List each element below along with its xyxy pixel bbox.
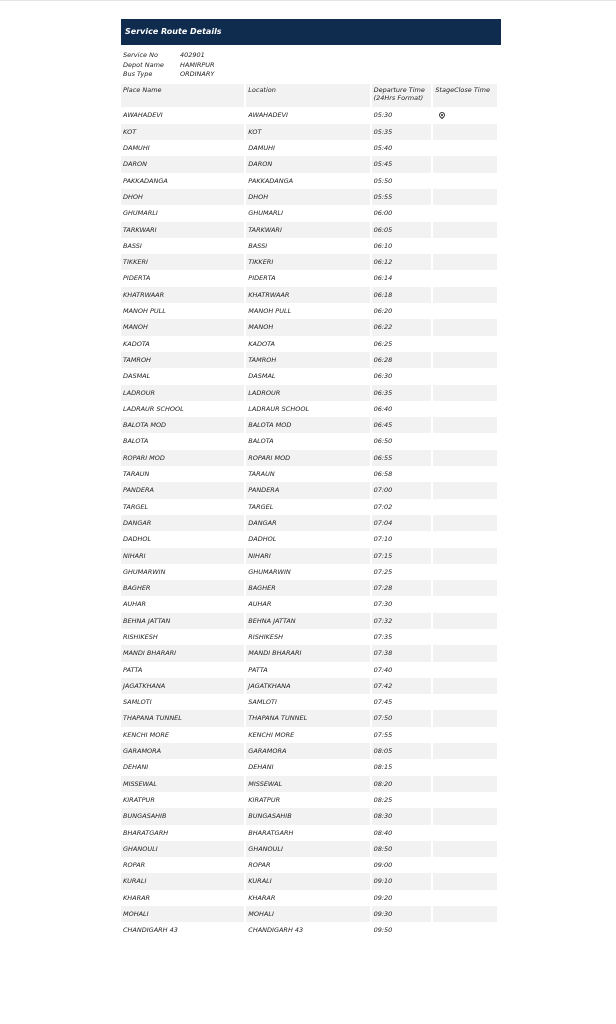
departure-time-cell: 05:30	[372, 107, 432, 124]
departure-time-cell: 08:15	[372, 759, 432, 775]
place-name-cell: PAKKADANGA	[121, 173, 244, 189]
departure-time-cell: 05:35	[372, 124, 432, 140]
place-name-cell: MOHALI	[121, 906, 244, 922]
place-name-cell: GARAMORA	[121, 743, 244, 759]
departure-time-cell: 06:45	[372, 417, 432, 433]
departure-time-cell: 06:28	[372, 352, 432, 368]
stage-close-time-cell	[433, 662, 497, 678]
departure-time-cell: 07:02	[372, 499, 432, 515]
table-row	[121, 515, 497, 531]
departure-time-cell: 06:12	[372, 254, 432, 270]
location-cell: TARAUN	[246, 466, 369, 482]
table-row	[121, 417, 497, 433]
table-row	[121, 808, 497, 824]
place-name-cell: BHARATGARH	[121, 825, 244, 841]
location-cell: DADHOL	[246, 531, 369, 547]
location-cell: LADROUR	[246, 385, 369, 401]
meta-label: Bus Type	[123, 70, 153, 78]
stage-close-time-cell	[433, 678, 497, 694]
place-name-cell: DANGAR	[121, 515, 244, 531]
place-name-cell: KADOTA	[121, 336, 244, 352]
place-name-cell: TARKWARI	[121, 222, 244, 238]
departure-time-cell: 07:00	[372, 482, 432, 498]
location-cell: NIHARI	[246, 548, 369, 564]
route-table-body	[121, 107, 497, 939]
table-row	[121, 319, 497, 335]
location-cell: PATTA	[246, 662, 369, 678]
location-cell: BHARATGARH	[246, 825, 369, 841]
header-place-name: Place Name	[121, 84, 244, 107]
place-name-cell: ROPAR	[121, 857, 244, 873]
table-row	[121, 759, 497, 775]
meta-row-bus-type	[121, 70, 501, 80]
map-pin-icon[interactable]	[438, 110, 446, 118]
table-row	[121, 743, 497, 759]
stage-close-time-cell	[433, 922, 497, 938]
table-row	[121, 548, 497, 564]
location-cell: DHOH	[246, 189, 369, 205]
place-name-cell: RISHIKESH	[121, 629, 244, 645]
meta-label: Depot Name	[123, 60, 164, 69]
header-departure-time: Departure Time (24Hrs Format)	[372, 84, 432, 107]
service-route-panel	[121, 19, 501, 939]
place-name-cell: DHOH	[121, 189, 244, 205]
table-row	[121, 694, 497, 710]
stage-close-time-cell	[433, 107, 497, 124]
location-cell: KOT	[246, 124, 369, 140]
departure-time-cell: 06:10	[372, 238, 432, 254]
table-row	[121, 124, 497, 140]
location-cell: AUHAR	[246, 596, 369, 612]
departure-time-cell: 05:40	[372, 140, 432, 156]
service-meta	[121, 51, 501, 80]
table-row	[121, 922, 497, 938]
stage-close-time-cell	[433, 743, 497, 759]
departure-time-cell: 07:04	[372, 515, 432, 531]
place-name-cell: DAMUHI	[121, 140, 244, 156]
location-cell: AWAHADEVI	[246, 107, 369, 124]
table-row	[121, 352, 497, 368]
location-cell: MANDI BHARARI	[246, 645, 369, 661]
stage-close-time-cell	[433, 287, 497, 303]
stage-close-time-cell	[433, 596, 497, 612]
stage-close-time-cell	[433, 482, 497, 498]
departure-time-cell: 06:50	[372, 433, 432, 449]
location-cell: GHANOULI	[246, 841, 369, 857]
departure-time-cell: 08:20	[372, 776, 432, 792]
departure-time-cell: 07:25	[372, 564, 432, 580]
table-row	[121, 238, 497, 254]
table-row	[121, 678, 497, 694]
place-name-cell: DEHANI	[121, 759, 244, 775]
table-row	[121, 433, 497, 449]
location-cell: DEHANI	[246, 759, 369, 775]
departure-time-cell: 06:22	[372, 319, 432, 335]
location-cell: GHUMARLI	[246, 205, 369, 221]
location-cell: BALOTA MOD	[246, 417, 369, 433]
location-cell: DARON	[246, 156, 369, 172]
table-row	[121, 205, 497, 221]
place-name-cell: TAMROH	[121, 352, 244, 368]
stage-close-time-cell	[433, 776, 497, 792]
table-row	[121, 580, 497, 596]
table-row	[121, 287, 497, 303]
location-cell: DANGAR	[246, 515, 369, 531]
table-row	[121, 841, 497, 857]
route-table	[119, 84, 499, 939]
stage-close-time-cell	[433, 466, 497, 482]
departure-time-cell: 06:35	[372, 385, 432, 401]
location-cell: BUNGASAHIB	[246, 808, 369, 824]
place-name-cell: KOT	[121, 124, 244, 140]
table-row	[121, 482, 497, 498]
table-row	[121, 629, 497, 645]
table-row	[121, 890, 497, 906]
stage-close-time-cell	[433, 124, 497, 140]
place-name-cell: BALOTA	[121, 433, 244, 449]
location-cell: MOHALI	[246, 906, 369, 922]
location-cell: SAMLOTI	[246, 694, 369, 710]
place-name-cell: DARON	[121, 156, 244, 172]
table-row	[121, 531, 497, 547]
departure-time-cell: 05:45	[372, 156, 432, 172]
stage-close-time-cell	[433, 580, 497, 596]
departure-time-cell: 09:30	[372, 906, 432, 922]
location-cell: KENCHI MORE	[246, 727, 369, 743]
place-name-cell: PATTA	[121, 662, 244, 678]
stage-close-time-cell	[433, 368, 497, 384]
stage-close-time-cell	[433, 222, 497, 238]
stage-close-time-cell	[433, 140, 497, 156]
place-name-cell: MANOH	[121, 319, 244, 335]
departure-time-cell: 06:55	[372, 450, 432, 466]
table-row	[121, 401, 497, 417]
location-cell: BAGHER	[246, 580, 369, 596]
location-cell: KIRATPUR	[246, 792, 369, 808]
departure-time-cell: 08:50	[372, 841, 432, 857]
departure-time-cell: 05:55	[372, 189, 432, 205]
location-cell: BEHNA JATTAN	[246, 613, 369, 629]
stage-close-time-cell	[433, 792, 497, 808]
place-name-cell: SAMLOTI	[121, 694, 244, 710]
place-name-cell: THAPANA TUNNEL	[121, 710, 244, 726]
departure-time-cell: 07:10	[372, 531, 432, 547]
table-row	[121, 499, 497, 515]
stage-close-time-cell	[433, 613, 497, 629]
place-name-cell: LADROUR	[121, 385, 244, 401]
place-name-cell: KIRATPUR	[121, 792, 244, 808]
stage-close-time-cell	[433, 254, 497, 270]
table-row	[121, 825, 497, 841]
stage-close-time-cell	[433, 825, 497, 841]
table-row	[121, 710, 497, 726]
table-row	[121, 368, 497, 384]
stage-close-time-cell	[433, 417, 497, 433]
location-cell: TIKKERI	[246, 254, 369, 270]
stage-close-time-cell	[433, 710, 497, 726]
place-name-cell: MISSEWAL	[121, 776, 244, 792]
table-row	[121, 857, 497, 873]
place-name-cell: KURALI	[121, 873, 244, 889]
stage-close-time-cell	[433, 189, 497, 205]
location-cell: CHANDIGARH 43	[246, 922, 369, 938]
place-name-cell: TARGEL	[121, 499, 244, 515]
location-cell: PANDERA	[246, 482, 369, 498]
departure-time-cell: 08:05	[372, 743, 432, 759]
departure-time-cell: 06:40	[372, 401, 432, 417]
place-name-cell: DASMAL	[121, 368, 244, 384]
place-name-cell: CHANDIGARH 43	[121, 922, 244, 938]
stage-close-time-cell	[433, 385, 497, 401]
location-cell: MANOH	[246, 319, 369, 335]
header-stage-close-time: StageClose Time	[433, 84, 497, 107]
location-cell: BASSI	[246, 238, 369, 254]
place-name-cell: BUNGASAHIB	[121, 808, 244, 824]
departure-time-cell: 07:50	[372, 710, 432, 726]
page-title: Service Route Details	[121, 19, 501, 45]
location-cell: MISSEWAL	[246, 776, 369, 792]
table-row	[121, 776, 497, 792]
location-cell: DAMUHI	[246, 140, 369, 156]
place-name-cell: GHANOULI	[121, 841, 244, 857]
stage-close-time-cell	[433, 303, 497, 319]
stage-close-time-cell	[433, 759, 497, 775]
place-name-cell: KHARAR	[121, 890, 244, 906]
location-cell: KHARAR	[246, 890, 369, 906]
place-name-cell: DADHOL	[121, 531, 244, 547]
location-cell: KHATRWAAR	[246, 287, 369, 303]
location-cell: LADRAUR SCHOOL	[246, 401, 369, 417]
place-name-cell: JAGATKHANA	[121, 678, 244, 694]
meta-row-depot-name	[121, 61, 501, 71]
table-row	[121, 727, 497, 743]
stage-close-time-cell	[433, 531, 497, 547]
location-cell: KURALI	[246, 873, 369, 889]
stage-close-time-cell	[433, 890, 497, 906]
top-border	[0, 0, 616, 1]
table-row	[121, 270, 497, 286]
stage-close-time-cell	[433, 548, 497, 564]
stage-close-time-cell	[433, 564, 497, 580]
stage-close-time-cell	[433, 727, 497, 743]
stage-close-time-cell	[433, 873, 497, 889]
departure-time-cell: 09:10	[372, 873, 432, 889]
departure-time-cell: 06:25	[372, 336, 432, 352]
departure-time-cell: 07:15	[372, 548, 432, 564]
place-name-cell: NIHARI	[121, 548, 244, 564]
stage-close-time-cell	[433, 629, 497, 645]
stage-close-time-cell	[433, 433, 497, 449]
departure-time-cell: 06:30	[372, 368, 432, 384]
departure-time-cell: 07:28	[372, 580, 432, 596]
place-name-cell: BASSI	[121, 238, 244, 254]
stage-close-time-cell	[433, 694, 497, 710]
stage-close-time-cell	[433, 857, 497, 873]
table-row	[121, 662, 497, 678]
departure-time-cell: 07:42	[372, 678, 432, 694]
place-name-cell: BALOTA MOD	[121, 417, 244, 433]
table-row	[121, 613, 497, 629]
stage-close-time-cell	[433, 841, 497, 857]
stage-close-time-cell	[433, 205, 497, 221]
stage-close-time-cell	[433, 336, 497, 352]
stage-close-time-cell	[433, 499, 497, 515]
meta-row-service-no	[121, 51, 501, 61]
location-cell: GHUMARWIN	[246, 564, 369, 580]
location-cell: ROPARI MOD	[246, 450, 369, 466]
location-cell: PAKKADANGA	[246, 173, 369, 189]
location-cell: MANOH PULL	[246, 303, 369, 319]
place-name-cell: TARAUN	[121, 466, 244, 482]
departure-time-cell: 09:00	[372, 857, 432, 873]
table-row	[121, 385, 497, 401]
departure-time-cell: 06:05	[372, 222, 432, 238]
table-row	[121, 450, 497, 466]
header-location: Location	[246, 84, 369, 107]
location-cell: GARAMORA	[246, 743, 369, 759]
stage-close-time-cell	[433, 808, 497, 824]
departure-time-cell: 07:45	[372, 694, 432, 710]
table-row	[121, 645, 497, 661]
departure-time-cell: 07:40	[372, 662, 432, 678]
table-row	[121, 189, 497, 205]
location-cell: DASMAL	[246, 368, 369, 384]
table-row	[121, 222, 497, 238]
table-row	[121, 254, 497, 270]
departure-time-cell: 06:20	[372, 303, 432, 319]
place-name-cell: PANDERA	[121, 482, 244, 498]
table-row	[121, 336, 497, 352]
departure-time-cell: 06:58	[372, 466, 432, 482]
departure-time-cell: 08:25	[372, 792, 432, 808]
departure-time-cell: 07:55	[372, 727, 432, 743]
departure-time-cell: 08:40	[372, 825, 432, 841]
place-name-cell: MANDI BHARARI	[121, 645, 244, 661]
table-row	[121, 107, 497, 124]
meta-value: HAMIRPUR	[180, 60, 215, 69]
table-row	[121, 873, 497, 889]
departure-time-cell: 06:18	[372, 287, 432, 303]
stage-close-time-cell	[433, 401, 497, 417]
place-name-cell: GHUMARLI	[121, 205, 244, 221]
stage-close-time-cell	[433, 515, 497, 531]
table-header-row	[121, 84, 497, 107]
table-row	[121, 792, 497, 808]
location-cell: RISHIKESH	[246, 629, 369, 645]
location-cell: TARKWARI	[246, 222, 369, 238]
departure-time-cell: 07:35	[372, 629, 432, 645]
meta-value: 402901	[180, 51, 205, 59]
place-name-cell: PIDERTA	[121, 270, 244, 286]
place-name-cell: LADRAUR SCHOOL	[121, 401, 244, 417]
location-cell: BALOTA	[246, 433, 369, 449]
departure-time-cell: 07:38	[372, 645, 432, 661]
place-name-cell: TIKKERI	[121, 254, 244, 270]
departure-time-cell: 08:30	[372, 808, 432, 824]
stage-close-time-cell	[433, 156, 497, 172]
meta-label: Service No	[123, 51, 158, 59]
place-name-cell: BAGHER	[121, 580, 244, 596]
table-row	[121, 140, 497, 156]
departure-time-cell: 09:50	[372, 922, 432, 938]
place-name-cell: GHUMARWIN	[121, 564, 244, 580]
location-cell: JAGATKHANA	[246, 678, 369, 694]
departure-time-cell: 07:30	[372, 596, 432, 612]
location-cell: PIDERTA	[246, 270, 369, 286]
table-row	[121, 156, 497, 172]
departure-time-cell: 07:32	[372, 613, 432, 629]
departure-time-cell: 06:14	[372, 270, 432, 286]
table-row	[121, 303, 497, 319]
location-cell: TAMROH	[246, 352, 369, 368]
meta-value: ORDINARY	[180, 70, 215, 78]
location-cell: THAPANA TUNNEL	[246, 710, 369, 726]
table-row	[121, 906, 497, 922]
place-name-cell: ROPARI MOD	[121, 450, 244, 466]
stage-close-time-cell	[433, 450, 497, 466]
table-row	[121, 596, 497, 612]
location-cell: TARGEL	[246, 499, 369, 515]
stage-close-time-cell	[433, 906, 497, 922]
table-row	[121, 173, 497, 189]
departure-time-cell: 06:00	[372, 205, 432, 221]
location-cell: ROPAR	[246, 857, 369, 873]
place-name-cell: MANOH PULL	[121, 303, 244, 319]
stage-close-time-cell	[433, 352, 497, 368]
departure-time-cell: 05:50	[372, 173, 432, 189]
place-name-cell: AWAHADEVI	[121, 107, 244, 124]
stage-close-time-cell	[433, 645, 497, 661]
place-name-cell: KENCHI MORE	[121, 727, 244, 743]
stage-close-time-cell	[433, 238, 497, 254]
location-cell: KADOTA	[246, 336, 369, 352]
stage-close-time-cell	[433, 173, 497, 189]
place-name-cell: AUHAR	[121, 596, 244, 612]
stage-close-time-cell	[433, 270, 497, 286]
table-row	[121, 466, 497, 482]
place-name-cell: BEHNA JATTAN	[121, 613, 244, 629]
stage-close-time-cell	[433, 319, 497, 335]
place-name-cell: KHATRWAAR	[121, 287, 244, 303]
departure-time-cell: 09:20	[372, 890, 432, 906]
table-row	[121, 564, 497, 580]
